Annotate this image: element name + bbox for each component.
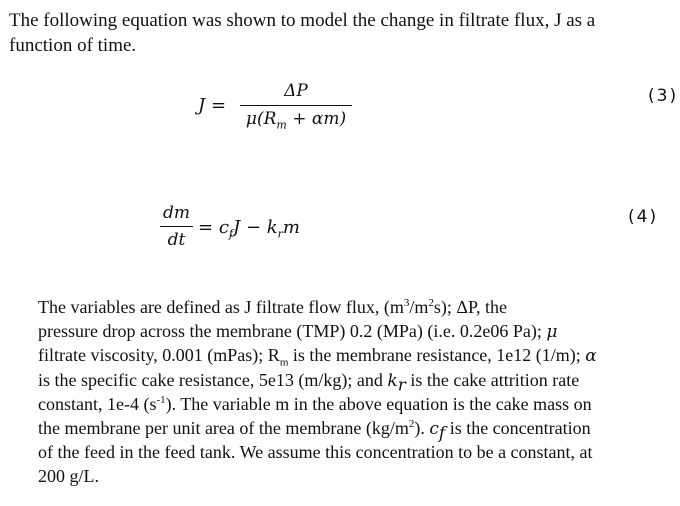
intro-line-2: function of time. [9,35,137,56]
para-s5-sup: -1 [156,394,166,406]
eq4-equals: = [198,217,214,238]
para-s1-sup: 3 [403,297,410,309]
para-s3: filtrate viscosity, 0.001 (mPas); R [38,345,280,365]
para-line-8: 200 g/L. [38,465,99,486]
alpha-symbol: α [585,346,597,366]
eq4-fraction [160,203,193,250]
eq3-fraction-bar [240,105,352,106]
para-s1b: /m [409,297,429,317]
para-line-4 [38,369,668,394]
para-s4b: is the cake attrition rate [410,369,580,390]
eq3-fraction [240,80,352,130]
cf-sub: f [438,423,446,444]
para-s2: pressure drop across the membrane (TMP) 0.2 (MPa) (i.e. 0.2e06 Pa); [38,320,542,341]
para-line-6 [38,417,668,442]
eq4-c: c [218,217,229,238]
equation-number-3: (3) [648,86,679,106]
para-s6b: ). [414,417,425,438]
cf-symbol: c [429,418,439,439]
eq4-numerator: dm [162,203,190,223]
eq4-fraction-bar [160,226,193,227]
para-s3-sub: m [279,356,289,369]
para-s6c: is the concentration [449,417,591,438]
eq4-k-sub: r [277,227,283,241]
eq4-denominator: dt [167,230,186,250]
intro-text [9,8,669,58]
kr-sub: r [397,375,406,396]
eq4-c-sub: f [228,227,233,241]
eq3-den-rest: + αm) [286,109,347,129]
para-s4: is the specific cake resistance, 5e13 (m/kg); and [38,369,383,390]
eq3-den-sub: m [276,118,287,132]
para-s3b: is the membrane resistance, 1e12 (1/m); [288,345,581,365]
para-s1c: s); ΔP, the [433,297,507,317]
eq4-end: m [282,217,300,238]
para-s6-sup: 2 [408,417,415,430]
eq3-den-open: μ(R [245,109,277,129]
para-line-1 [38,296,668,320]
para-s6: the membrane per unit area of the membrane (kg/m [38,417,409,438]
para-s1: The variables are defined as J filtrate flow flux, (m [38,297,404,317]
para-line-3 [38,344,668,369]
eq4-rhs [198,217,300,241]
eq3-lhs: J = [198,95,227,116]
para-line-7: of the feed in the feed tank. We assume this concentration to be a constant, at [38,442,593,462]
para-s5b: ). The variable m in the above equation is the cake mass on [165,394,592,414]
para-line-5 [38,393,668,417]
intro-line-1: The following equation was shown to model the change in filtrate flux, J as a [9,10,596,31]
variables-paragraph [38,296,668,488]
mu-symbol: μ [546,321,558,342]
eq3-numerator: ΔP [284,81,308,101]
para-s5: constant, 1e-4 (s [38,394,157,414]
para-line-2 [38,320,668,345]
para-s1b-sup: 2 [428,297,434,309]
eq4-mid: J − k [233,217,278,238]
equation-number-4: (4) [628,207,659,227]
eq3-denominator [240,108,352,130]
kr-symbol: k [387,370,398,391]
